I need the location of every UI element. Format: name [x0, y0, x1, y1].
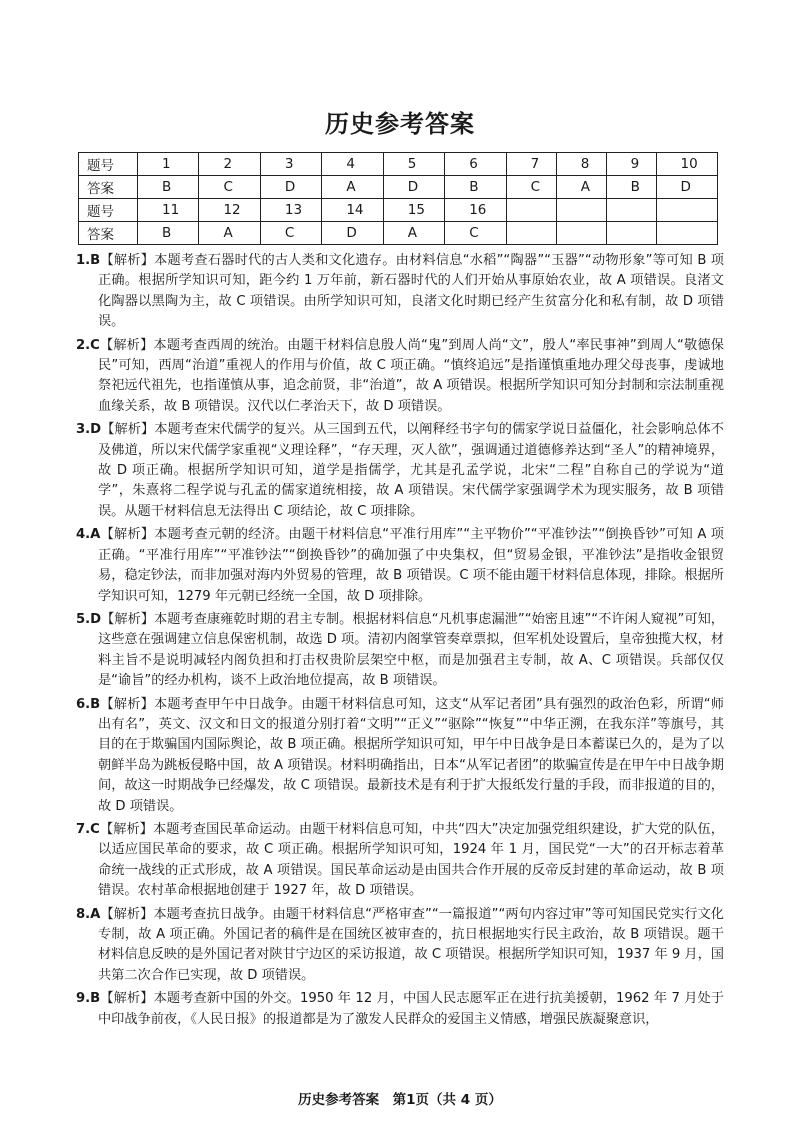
explanation-text: 【解析】本题考查抗日战争。由题干材料信息“严格审查”“一篇报道”“两句内容过审”等可知国民党实行文化专制，故 A 项正确。外国记者的稿件是在国统区被审查的，抗日根据地实行民主政治，故 B 项错误。题干材料信息反映的是外国记者对陕甘宁边区的采访报道，故 C 项错误。根据所学知识可知，1937 年 9 月，国共第二次合作已实现，故 D 项错误。 [98, 906, 724, 983]
question-answer-number: 1.B [76, 253, 101, 268]
table-cell [556, 222, 606, 245]
table-cell: B [606, 176, 656, 199]
explanation-item [76, 336, 724, 418]
row-header: 答案 [79, 222, 138, 245]
table-cell [656, 222, 717, 245]
question-answer-number: 9.B [76, 991, 101, 1007]
table-cell: C [199, 176, 260, 199]
explanation-item [76, 905, 724, 987]
table-cell: 6 [445, 153, 506, 176]
page-title: 历史参考答案 [325, 109, 475, 138]
table-cell: 15 [383, 199, 444, 222]
table-cell: 3 [260, 153, 321, 176]
table-cell: A [556, 176, 606, 199]
answer-table [78, 152, 718, 245]
table-cell: C [445, 222, 506, 245]
table-cell: 9 [606, 153, 656, 176]
table-cell: 4 [322, 153, 383, 176]
table-cell: D [322, 222, 383, 245]
table-cell: B [138, 176, 199, 199]
table-cell: B [138, 222, 199, 245]
table-cell: 11 [138, 199, 199, 222]
question-answer-number: 7.C [76, 821, 100, 837]
table-cell: 13 [260, 199, 321, 222]
explanation-text: 【解析】本题考查元朝的经济。由题干材料信息“平准行用库”“主平物价”“平准钞法”“倒换昏钞”可知 A 项正确。“平准行用库”“平准钞法”“倒换昏钞”的确加强了中央集权，但“贸易金银，平准钞法”是指收金银贸易，稳定钞法，而非加强对海内外贸易的管理，故 B 项错误。C 项不能由题干材料信息体现，排除。根据所学知识可知，1279 年元朝已经统一全国，故 D 项排除。 [98, 527, 724, 604]
table-cell [506, 222, 556, 245]
explanation-text: 【解析】本题考查石器时代的古人类和文化遗存。由材料信息“水稻”“陶器”“玉器”“动物形象”等可知 B 项正确。根据所学知识可知，距今约 1 万年前，新石器时代的人们开始从事原始农业，故 A 项错误。良渚文化陶器以黑陶为主，故 C 项错误。由所学知识可知，良渚文化时期已经产生贫富分化和私有制，故 D 项错误。 [98, 253, 724, 330]
table-cell: A [322, 176, 383, 199]
table-cell [606, 222, 656, 245]
table-cell: D [383, 176, 444, 199]
table-row [79, 153, 718, 176]
row-header: 题号 [79, 153, 138, 176]
table-cell: 2 [199, 153, 260, 176]
table-cell [606, 199, 656, 222]
question-answer-number: 2.C [76, 337, 100, 353]
explanation-item [76, 420, 724, 522]
table-cell: D [260, 176, 321, 199]
question-answer-number: 4.A [76, 527, 101, 543]
table-row [79, 176, 718, 199]
table-cell: 1 [138, 153, 199, 176]
table-cell: 16 [445, 199, 506, 222]
explanation-item [76, 610, 724, 692]
table-cell: B [445, 176, 506, 199]
table-cell [506, 199, 556, 222]
table-row [79, 199, 718, 222]
question-answer-number: 8.A [76, 906, 101, 922]
table-cell: A [199, 222, 260, 245]
explanation-text: 【解析】本题考查甲午中日战争。由题干材料信息可知，这支“从军记者团”具有强烈的政治色彩，所谓“师出有名”，英文、汉文和日文的报道分别打着“文明”“正义”“驱除”“恢复”“中华正溯，在我东洋”等旗号，其目的在于欺骗国内国际舆论，故 B 项正确。根据所学知识可知，甲午中日战争是日本蓄谋已久的，是为了以朝鲜半岛为跳板侵略中国，故 A 项错误。材料明确指出，日本“从军记者团”的欺骗宣传是在甲午中日战争期间，故这一时期战争已经爆发，故 C 项错误。最新技术是有利于扩大报纸发行量的手段，而非报道的目的，故 D 项错误。 [98, 696, 724, 814]
table-cell: 10 [656, 153, 717, 176]
row-header: 答案 [79, 176, 138, 199]
explanation-item [76, 525, 724, 607]
table-cell: A [383, 222, 444, 245]
question-answer-number: 6.B [76, 696, 101, 712]
explanation-item [76, 989, 724, 1030]
explanation-text: 【解析】本题考查国民革命运动。由题干材料信息可知，中共“四大”决定加强党组织建设，扩大党的队伍，以适应国民革命的要求，故 C 项正确。根据所学知识可知，1924 年 1 月，国民党“一大”的召开标志着革命统一战线的正式形成，故 A 项错误。国民革命运动是由国共合作开展的反帝反封建的革命运动，故 B 项错误。农村革命根据地创建于 1927 年，故 D 项错误。 [98, 821, 724, 899]
explanation-item [76, 251, 724, 333]
row-header: 题号 [79, 199, 138, 222]
explanation-text: 【解析】本题考查西周的统治。由题干材料信息殷人尚“鬼”到周人尚“文”，殷人“率民事神”到周人“敬德保民”可知，西周“治道”重视人的作用与价值，故 C 项正确。“慎终追远”是指谨慎重地办理父母丧事，虔诚地祭祀远代祖先，也指谨慎从事，追念前贤，非“治道”，故 A 项错误。根据所学知识可知分封制和宗法制重视血缘关系，故 B 项错误。汉代以仁孝治天下，故 D 项错误。 [98, 337, 724, 414]
explanation-list [76, 251, 724, 1033]
table-cell: 8 [556, 153, 606, 176]
table-cell: D [656, 176, 717, 199]
table-cell: C [260, 222, 321, 245]
question-answer-number: 3.D [76, 422, 102, 438]
table-cell: 5 [383, 153, 444, 176]
table-cell: 7 [506, 153, 556, 176]
question-answer-number: 5.D [76, 611, 102, 627]
table-cell: 14 [322, 199, 383, 222]
explanation-text: 【解析】本题考查康雍乾时期的君主专制。根据材料信息“凡机事虑漏泄”“始密且速”“不许闲人窥视”可知，这些意在强调建立信息保密机制，故选 D 项。清初内阁掌管奏章票拟，但军机处设置后，皇帝独揽大权，材料主旨不是说明减轻内阁负担和打击权贵阶层架空中枢，而是加强君主专制，故 A、C 项错误。兵部仅仅是“谕旨”的经办机构，谈不上政治地位提高，故 B 项错误。 [98, 611, 724, 689]
table-cell: C [506, 176, 556, 199]
table-cell [556, 199, 606, 222]
explanation-text: 【解析】本题考查宋代儒学的复兴。从三国到五代，以阐释经书字句的儒家学说日益僵化，社会影响总体不及佛道，所以宋代儒学家重视“义理诠释”，“存天理，灭人欲”，强调通过道德修养达到“圣人”的精神境界，故 D 项正确。根据所学知识可知，道学是指儒学，尤其是孔孟学说，北宋“二程”自称自己的学说为“道学”，朱熹将二程学说与孔孟的儒家道统相接，故 A 项错误。宋代儒学家强调学术为现实服务，故 B 项错误。从题干材料信息无法得出 C 项结论，故 C 项排除。 [98, 422, 724, 519]
explanation-text: 【解析】本题考查新中国的外交。1950 年 12 月，中国人民志愿军正在进行抗美援朝，1962 年 7 月处于中印战争前夜，《人民日报》的报道都是为了激发人民群众的爱国主义情感，增强民族凝聚意识， [98, 991, 724, 1027]
explanation-item [76, 820, 724, 902]
page-footer: 历史参考答案 第1页（共 4 页） [298, 1092, 502, 1108]
table-cell: 12 [199, 199, 260, 222]
table-row [79, 222, 718, 245]
table-cell [656, 199, 717, 222]
explanation-item [76, 695, 724, 817]
